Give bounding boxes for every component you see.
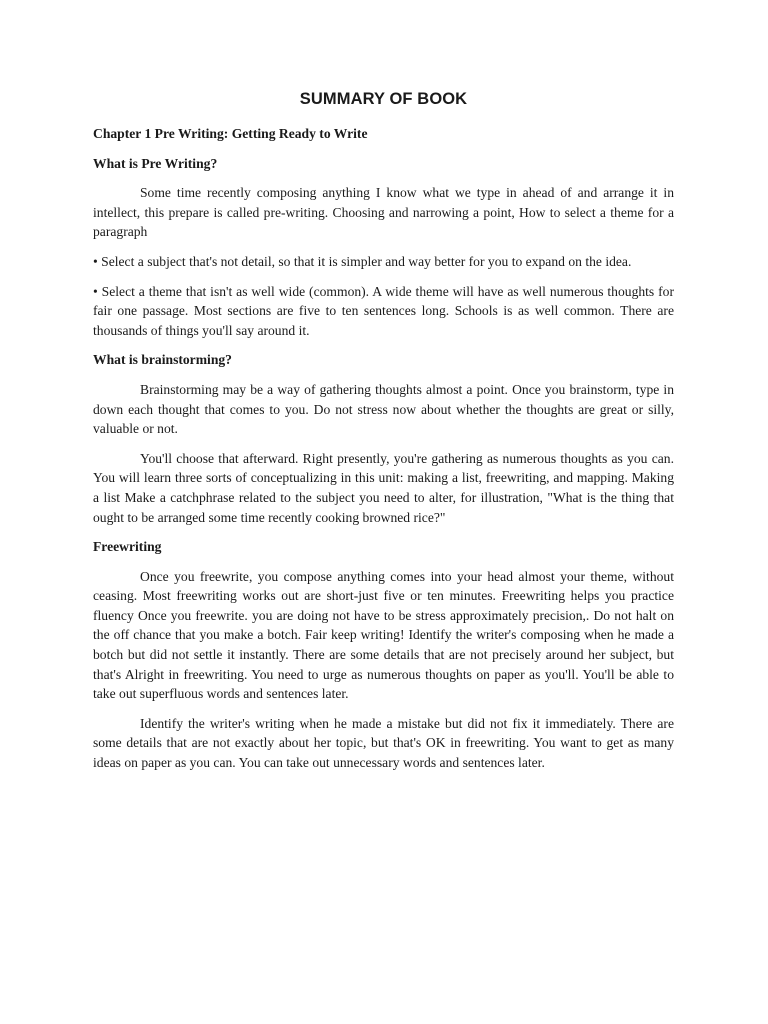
section-heading-prewriting: What is Pre Writing?: [93, 155, 218, 171]
section-heading-brainstorming: What is brainstorming?: [93, 352, 232, 368]
paragraph-freewriting-2: Identify the writer's writing when he made a mistake but did not fix it immediately. There are some details that are not exactly about her topic, but that's OK in freewriting. You want to get as many ideas on paper as you can. You can take out unnecessary words and sentences later.: [93, 715, 674, 771]
paragraph-brainstorming-2: You'll choose that afterward. Right presently, you're gathering as numerous thoughts as you can. You will learn three sorts of conceptualizing in this unit: making a list, freewriting, and mapping. Making a list Make a catchphrase related to the subject you need to alter, for illustration, "What is the thing that ought to be arranged some time recently cooking browned rice?": [93, 450, 674, 525]
document-title: SUMMARY OF BOOK: [299, 90, 468, 108]
bullet-select-subject: • Select a subject that's not detail, so that it is simpler and way better for you to expand on the idea.: [93, 253, 632, 269]
bullet-select-theme: • Select a theme that isn't as well wide (common). A wide theme will have as well numerous thoughts for fair one passage. Most sections are five to ten sentences long. Schools is as well common. There are thousands of things you'll say around it.: [93, 283, 674, 338]
paragraph-freewriting-1: Once you freewrite, you compose anything comes into your head almost your theme, without ceasing. Most freewriting works out are short-just five or ten minutes. Freewriting helps you practice fluency Once you freewrite. you are doing not have to be stress approximately precision,. Do not halt on the off chance that you make a botch. Fair keep writing! Identify the writer's composing when he made a botch but did not settle it instantly. There are some details that are not precisely around her subject, but that's Alright in freewriting. You need to urge as numerous thoughts on paper as you'll. You'll be able to take out superfluous words and sentences later.: [93, 568, 674, 702]
section-heading-freewriting: Freewriting: [93, 539, 162, 555]
document-body: [93, 88, 674, 783]
paragraph-brainstorming-1: Brainstorming may be a way of gathering thoughts almost a point. Once you brainstorm, type in down each thought that comes to you. Do not stress now about whether the thoughts are great or silly, valuable or not.: [93, 381, 674, 437]
paragraph-prewriting-intro: Some time recently composing anything I know what we type in ahead of and arrange it in intellect, this prepare is called pre-writing. Choosing and narrowing a point, How to select a theme for a paragraph: [93, 185, 674, 240]
chapter-heading: Chapter 1 Pre Writing: Getting Ready to Write: [93, 126, 368, 141]
